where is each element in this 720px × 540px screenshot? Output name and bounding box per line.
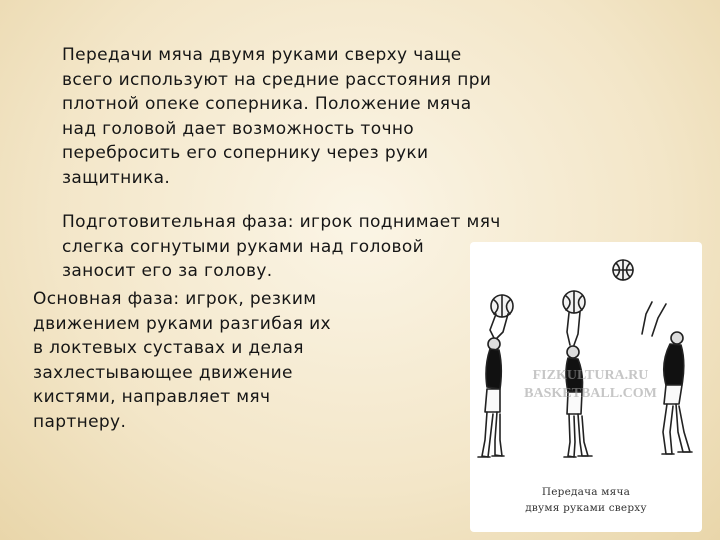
text-line: захлестывающее движение: [33, 362, 293, 383]
ball-in-flight: [613, 260, 633, 280]
illustration-caption-line-1: Передача мяча: [541, 486, 631, 498]
text-line: над головой дает возможность точно: [62, 118, 415, 139]
watermark-text: FIZKULTURA.RU: [532, 368, 649, 383]
text-line: всего используют на средние расстояния при: [62, 69, 492, 90]
text-line: плотной опеке соперника. Положение мяча: [62, 94, 472, 114]
paragraph-intro: [62, 43, 542, 190]
text-line: Передачи мяча двумя руками сверху чаще: [62, 45, 462, 65]
text-line: движением руками разгибая их: [33, 313, 331, 334]
text-line: партнеру.: [33, 411, 127, 432]
text-line: слегка согнутыми руками над головой: [62, 236, 424, 257]
pass-illustration: [470, 242, 702, 532]
text-line: защитника.: [62, 167, 171, 188]
text-line: кистями, направляет мяч: [33, 387, 271, 407]
text-line: Подготовительная фаза: игрок поднимает мяч: [62, 212, 501, 232]
text-line: в локтевых суставах и делая: [33, 338, 304, 358]
text-line: перебросить его сопернику через руки: [62, 143, 429, 163]
paragraph-main-phase: [33, 287, 383, 434]
illustration-caption-line-2: двумя руками сверху: [525, 502, 647, 514]
watermark-text: BASKETBALL.COM: [524, 386, 657, 401]
text-line: заносит его за голову.: [62, 261, 273, 281]
text-line: Основная фаза: игрок, резким: [33, 289, 317, 309]
